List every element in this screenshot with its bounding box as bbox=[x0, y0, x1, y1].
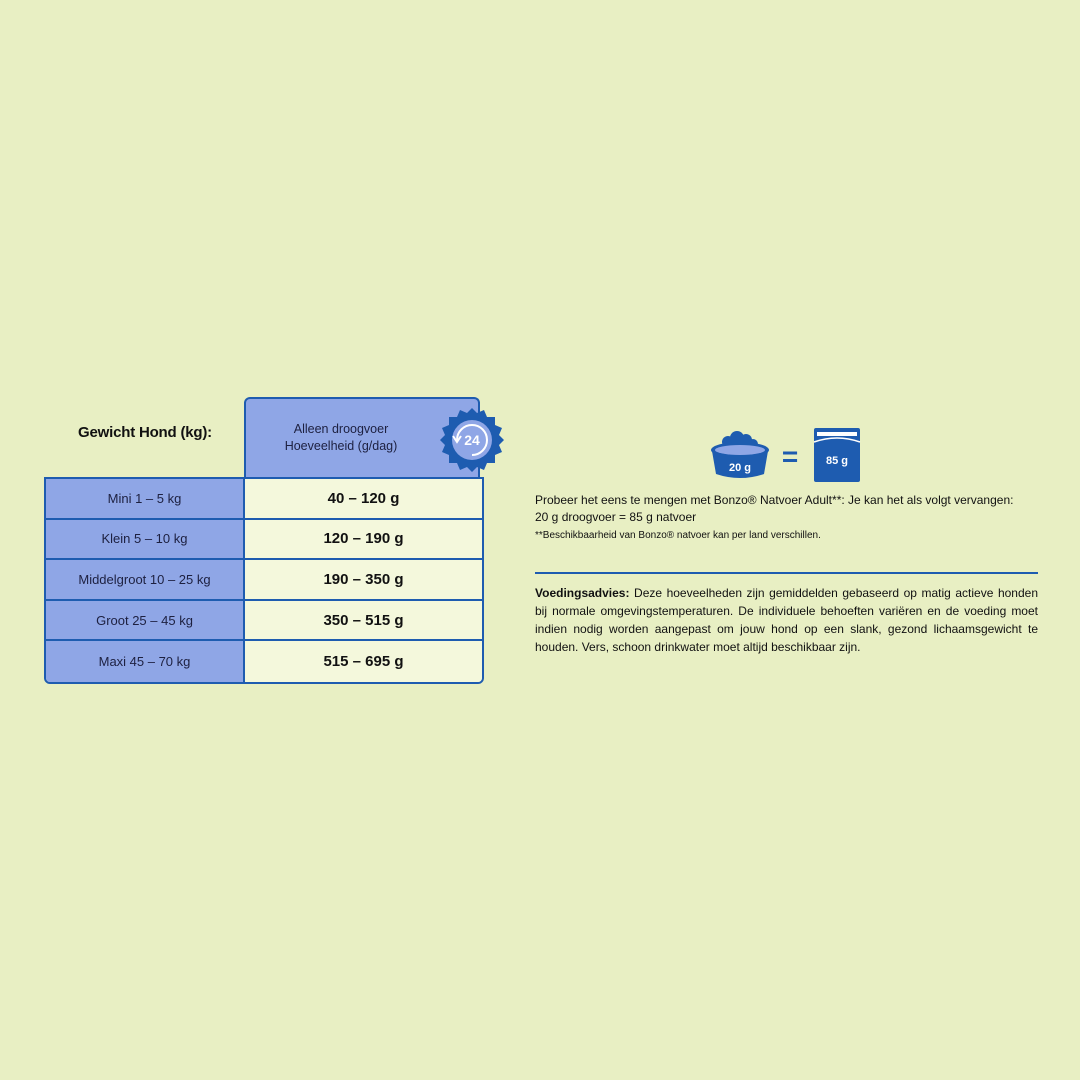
24-hour-badge-icon bbox=[439, 407, 505, 473]
advice-label: Voedingsadvies: bbox=[535, 586, 630, 600]
weight-cell: Groot 25 – 45 kg bbox=[46, 601, 245, 640]
table-row bbox=[46, 520, 482, 561]
section-divider bbox=[535, 572, 1038, 574]
wet-amount: 85 g bbox=[825, 455, 849, 467]
amount-cell: 190 – 350 g bbox=[245, 560, 482, 599]
table-row bbox=[46, 479, 482, 520]
column-header-line2: Hoeveelheid (g/dag) bbox=[284, 439, 398, 453]
feeding-column-header bbox=[244, 397, 480, 477]
amount-cell: 120 – 190 g bbox=[245, 520, 482, 559]
column-header-line1: Alleen droogvoer bbox=[293, 422, 389, 436]
equals-sign: = bbox=[781, 441, 799, 472]
badge-number: 24 bbox=[464, 432, 480, 448]
weight-cell: Klein 5 – 10 kg bbox=[46, 520, 245, 559]
dry-food-bowl-icon bbox=[711, 431, 769, 478]
weight-cell: Middelgroot 10 – 25 kg bbox=[46, 560, 245, 599]
weight-cell: Mini 1 – 5 kg bbox=[46, 479, 245, 518]
feeding-table bbox=[44, 477, 484, 684]
mix-line1: Probeer het eens te mengen met Bonzo® Natvoer Adult**: Je kan het als volgt vervangen: bbox=[535, 493, 1014, 507]
dry-amount: 20 g bbox=[728, 462, 752, 474]
mix-graphic bbox=[708, 424, 868, 484]
table-row bbox=[46, 560, 482, 601]
table-row bbox=[46, 641, 482, 682]
mix-description bbox=[535, 492, 1040, 526]
column-header-text bbox=[266, 421, 416, 455]
weight-header: Gewicht Hond (kg): bbox=[78, 424, 212, 441]
amount-cell: 40 – 120 g bbox=[245, 479, 482, 518]
amount-cell: 350 – 515 g bbox=[245, 601, 482, 640]
amount-cell: 515 – 695 g bbox=[245, 641, 482, 682]
advice-text: Deze hoeveelheden zijn gemiddelden gebaseerd op matig actieve honden bij normale omgevingstemperaturen. De individuele behoeften variëren en de voeding moet indien nodig worden aangepast om jouw hond op een slank, gezond lichaamsgewicht te houden. Vers, schoon drinkwater moet altijd beschikbaar zijn. bbox=[535, 586, 1038, 654]
weight-cell: Maxi 45 – 70 kg bbox=[46, 641, 245, 682]
availability-note: **Beschikbaarheid van Bonzo® natvoer kan per land verschillen. bbox=[535, 530, 821, 541]
feeding-advice bbox=[535, 584, 1038, 656]
mix-line2: 20 g droogvoer = 85 g natvoer bbox=[535, 510, 697, 524]
wet-food-pouch-icon bbox=[814, 428, 860, 482]
table-row bbox=[46, 601, 482, 642]
